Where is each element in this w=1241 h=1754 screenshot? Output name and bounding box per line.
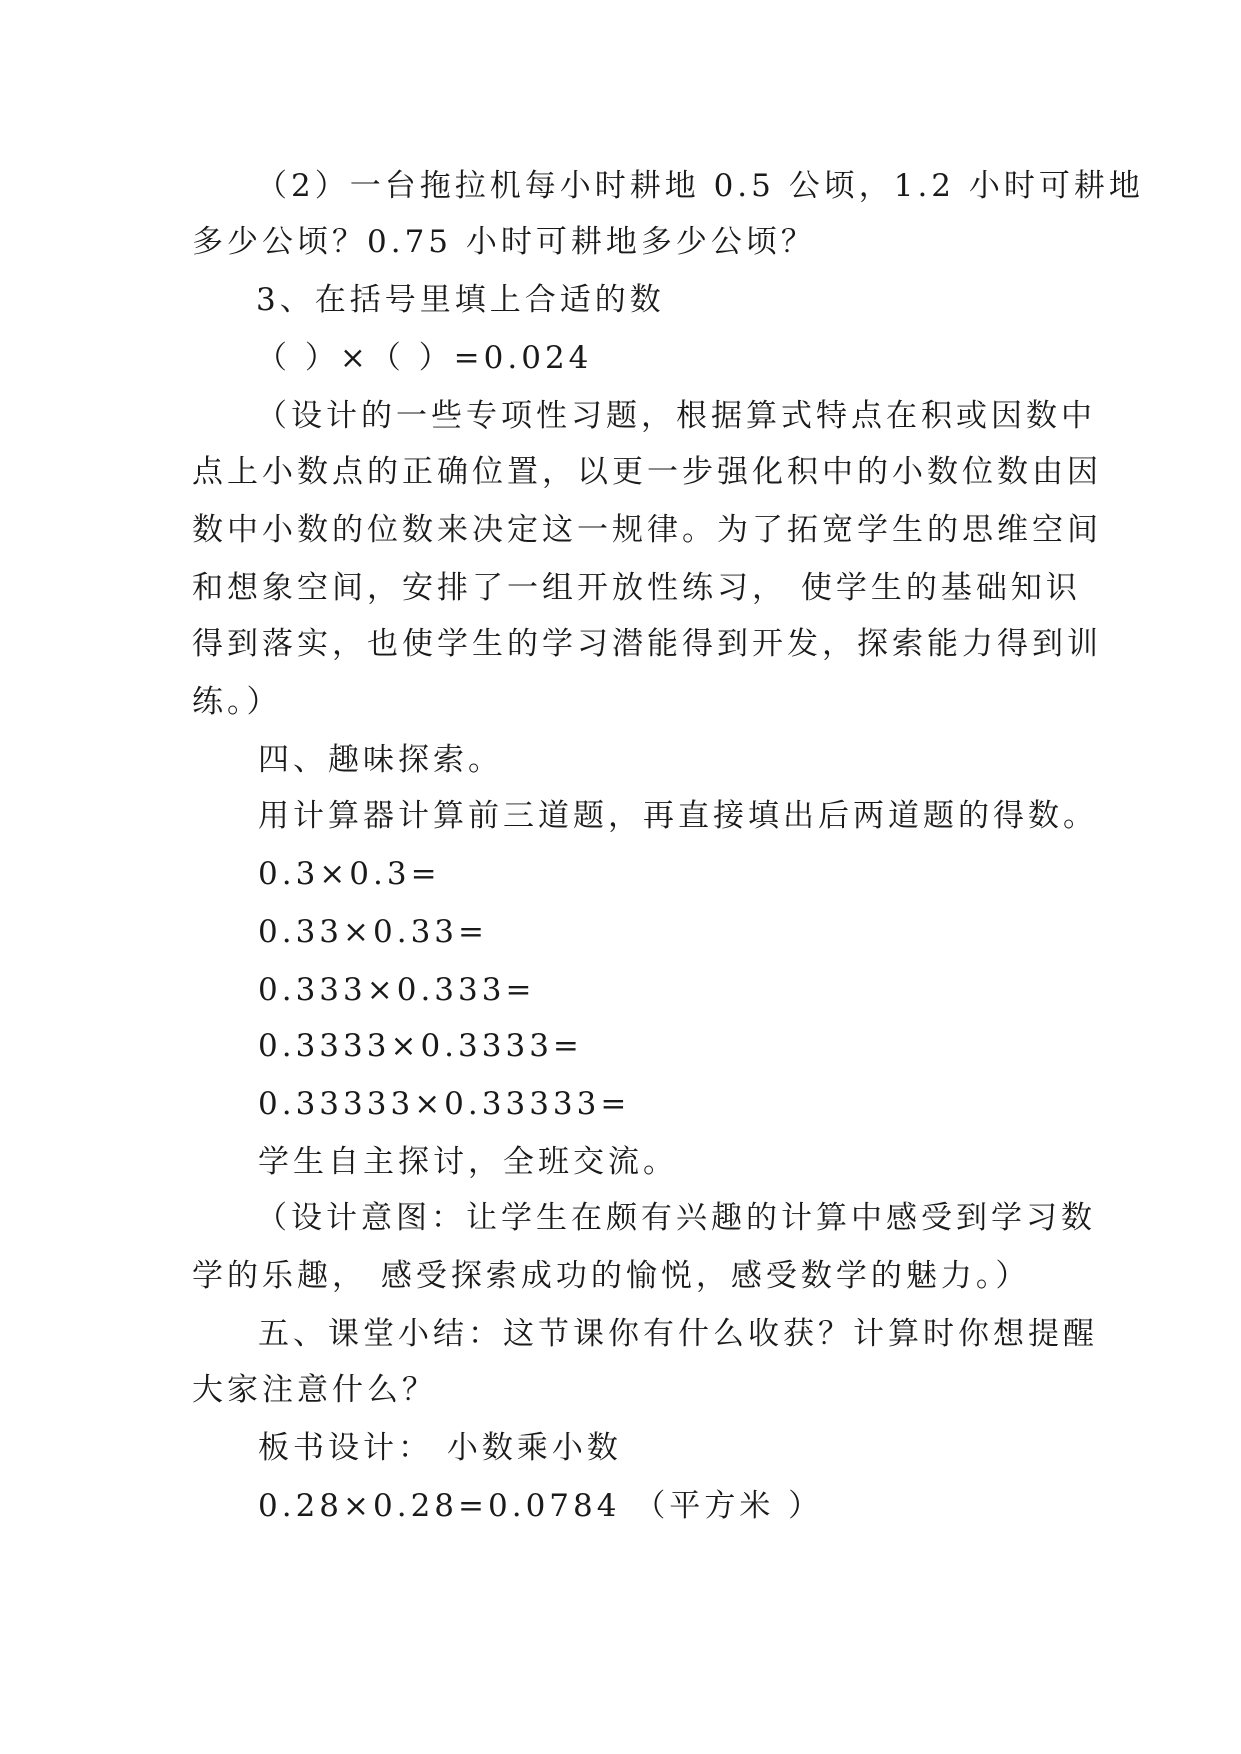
text-line: （设计意图：让学生在颇有兴趣的计算中感受到学习数 [256, 1200, 1096, 1236]
text-line: 和想象空间，安排了一组开放性练习， 使学生的基础知识 [192, 570, 1081, 606]
equation-line: 0.3333×0.3333= [258, 1028, 583, 1064]
text-line: 多少公顷？0.75 小时可耕地多少公顷？ [192, 224, 816, 260]
text-line: 数中小数的位数来决定这一规律。为了拓宽学生的思维空间 [192, 512, 1102, 548]
equation-line: 0.33333×0.33333= [258, 1086, 631, 1122]
text-line: 学生自主探讨，全班交流。 [258, 1144, 678, 1180]
equation-line: 0.333×0.333= [258, 972, 536, 1008]
text-line: （设计的一些专项性习题，根据算式特点在积或因数中 [256, 398, 1096, 434]
section-heading: 五、课堂小结：这节课你有什么收获？计算时你想提醒 [258, 1316, 1098, 1352]
text-line: 得到落实，也使学生的学习潜能得到开发，探索能力得到训 [192, 626, 1102, 662]
text-line: （ ）×（ ）=0.024 [256, 340, 593, 376]
text-line: 练。） [192, 684, 282, 720]
text-line: （2）一台拖拉机每小时耕地 0.5 公顷，1.2 小时可耕地 [256, 168, 1144, 204]
equation-line: 0.28×0.28=0.0784 （平方米 ） [258, 1488, 824, 1524]
text-line: 学的乐趣， 感受探索成功的愉悦，感受数学的魅力。） [192, 1258, 1031, 1294]
text-line: 板书设计： 小数乘小数 [258, 1430, 622, 1466]
text-line: 大家注意什么？ [192, 1372, 437, 1408]
equation-line: 0.33×0.33= [258, 914, 488, 950]
text-line: 用计算器计算前三道题，再直接填出后两道题的得数。 [258, 798, 1098, 834]
text-line: 点上小数点的正确位置，以更一步强化积中的小数位数由因 [192, 454, 1102, 490]
section-heading: 四、趣味探索。 [258, 742, 503, 778]
text-line: 3、在括号里填上合适的数 [256, 282, 665, 318]
equation-line: 0.3×0.3= [258, 856, 441, 892]
